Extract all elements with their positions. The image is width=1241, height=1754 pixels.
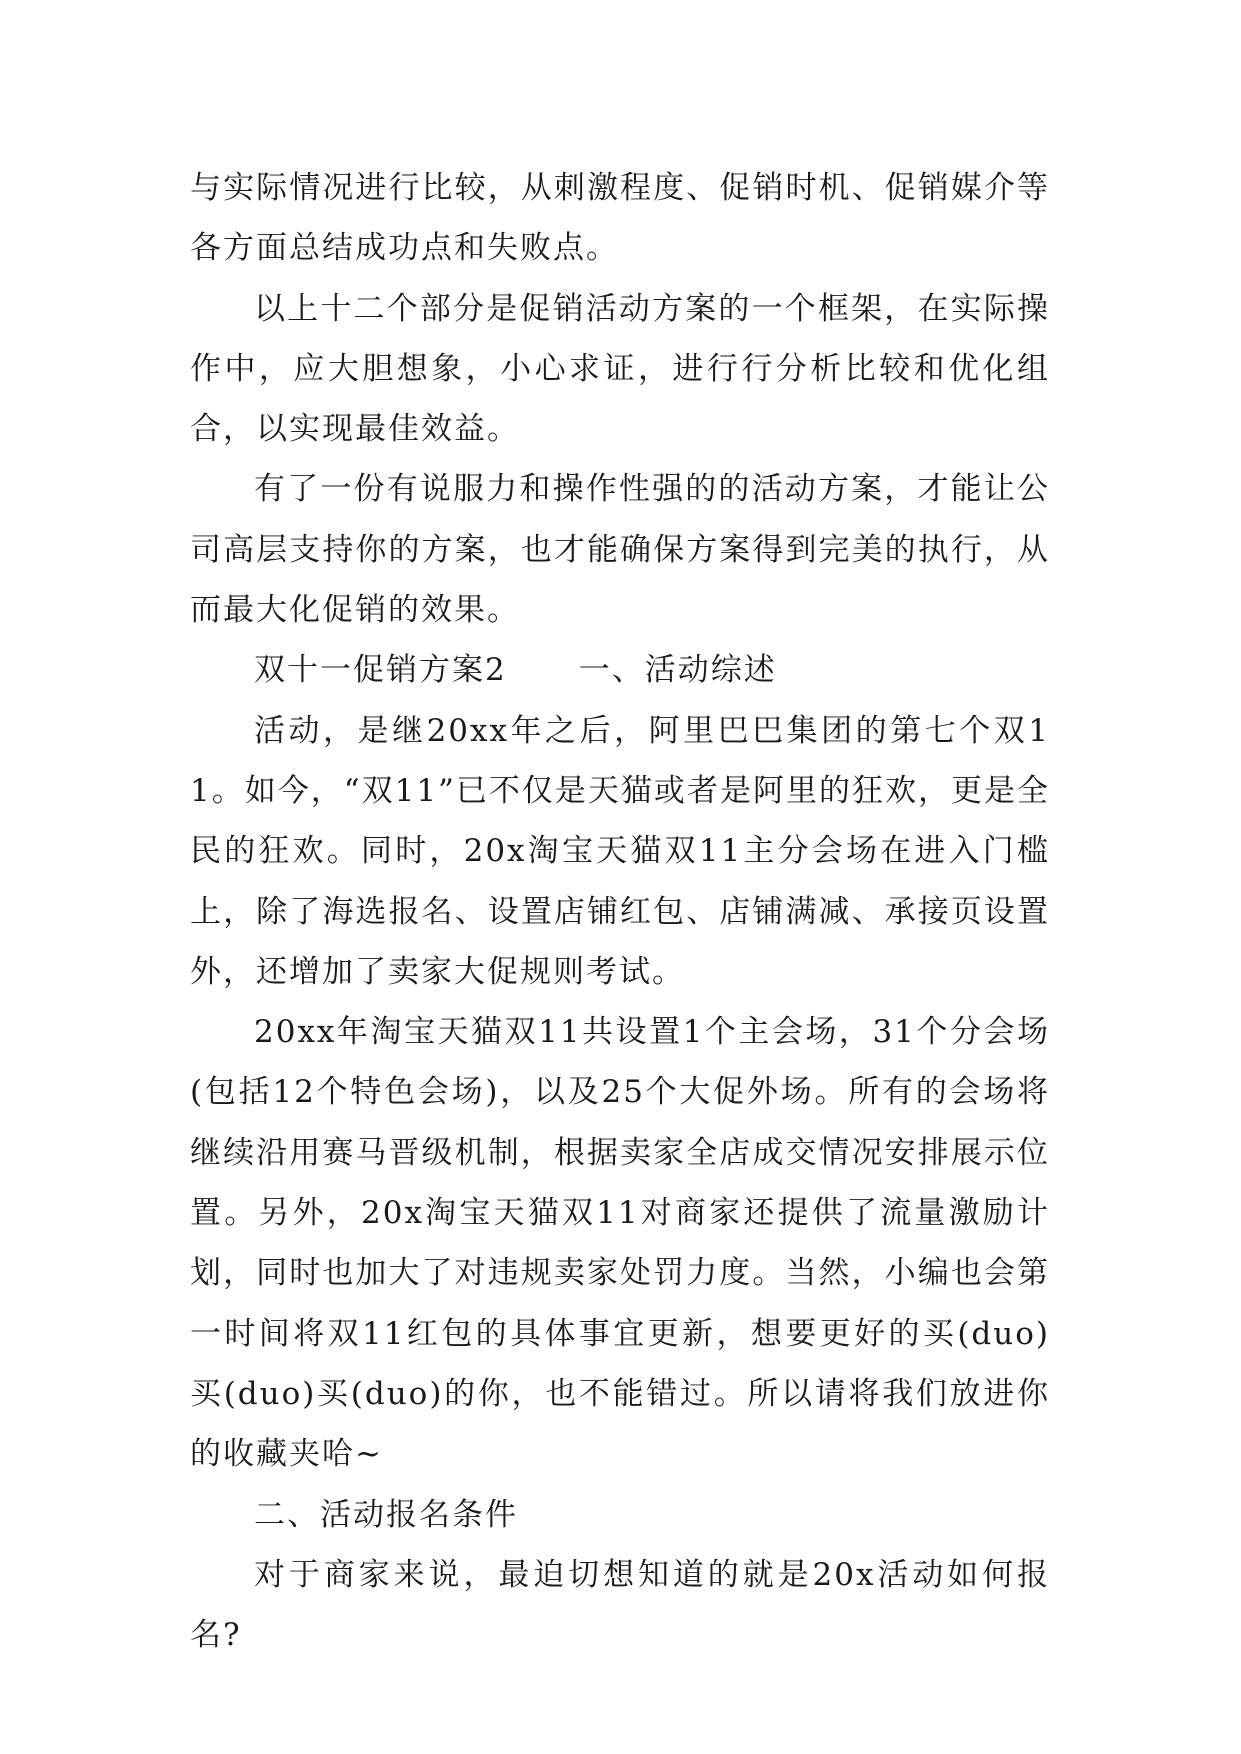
section-heading-line [190,640,1050,700]
document-body [190,158,1050,1665]
document-title: 双十一促销方案2 [254,652,507,689]
paragraph-plan-value: 有了一份有说服力和操作性强的的活动方案，才能让公司高层支持你的方案，也才能确保方案得到完美的执行，从而最大化促销的效果。 [190,471,1050,629]
paragraph-framework-note: 以上十二个部分是促销活动方案的一个框架，在实际操作中，应大胆想象，小心求证，进行行分析比较和优化组合，以实现最佳效益。 [190,290,1050,448]
section-heading-overview: 一、活动综述 [578,652,777,689]
paragraph-registration-question: 对于商家来说，最迫切想知道的就是20x活动如何报名? [190,1556,1050,1654]
paragraph-summary-conclusion: 与实际情况进行比较，从刺激程度、促销时机、促销媒介等各方面总结成功点和失败点。 [190,170,1050,267]
paragraph-venue-details: 20xx年淘宝天猫双11共设置1个主会场，31个分会场(包括12个特色会场)，以及25个大促外场。所有的会场将继续沿用赛马晋级机制，根据卖家全店成交情况安排展示位置。另外，20x淘宝天猫双11对商家还提供了流量激励计划，同时也加大了对违规卖家处罚力度。当然，小编也会第一时间将双11红包的具体事宜更新，想要更好的买(duo)买(duo)买(duo)的你，也不能错过。所以请将我们放进你的收藏夹哈~ [190,1014,1050,1473]
paragraph-activity-overview: 活动，是继20xx年之后，阿里巴巴集团的第七个双11。如今，“双11”已不仅是天猫或者是阿里的狂欢，更是全民的狂欢。同时，20x淘宝天猫双11主分会场在进入门槛上，除了海选报名、设置店铺红包、店铺满减、承接页设置外，还增加了卖家大促规则考试。 [190,712,1050,990]
section-heading-registration: 二、活动报名条件 [254,1496,518,1533]
